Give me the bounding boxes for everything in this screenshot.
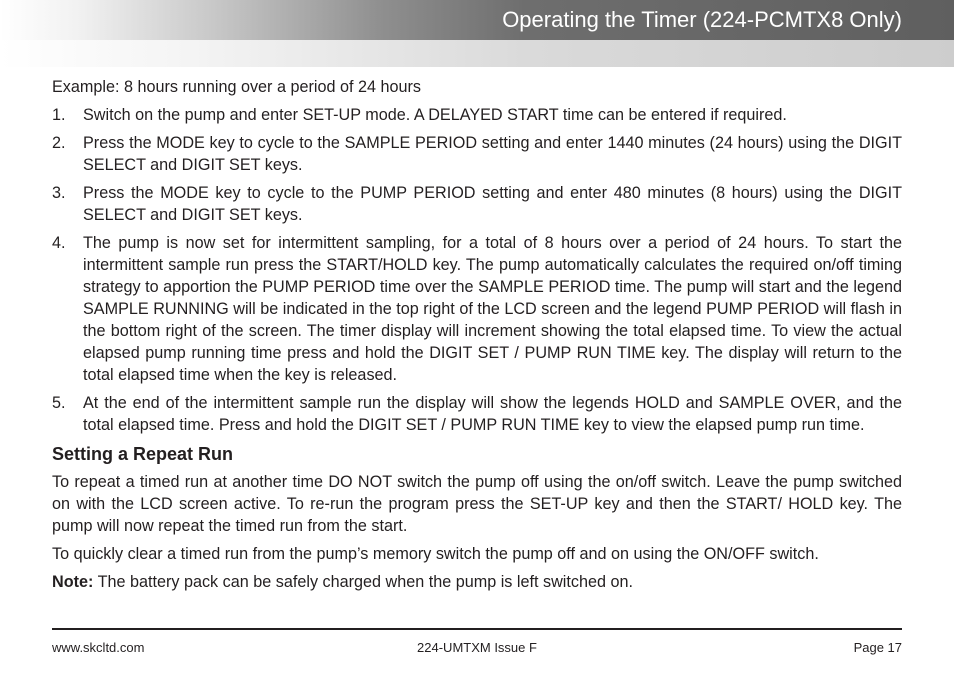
list-item xyxy=(52,104,902,126)
footer-document-id: 224-UMTXM Issue F xyxy=(417,640,537,655)
step-number: 3. xyxy=(52,184,66,202)
paragraph-repeat-run: To repeat a timed run at another time DO NOT switch the pump off using the on/off switch. Leave the pump switched on with the LCD screen active. To re-run the program press the SET-UP key and then the START/ HOLD key. The pump will now repeat the timed run from the start. xyxy=(52,473,902,535)
steps-list xyxy=(52,104,902,436)
step-text: Press the MODE key to cycle to the PUMP PERIOD setting and enter 480 minutes (8 hours) using the DIGIT SELECT and DIGIT SET keys. xyxy=(83,184,902,224)
header-underbar xyxy=(0,40,954,67)
footer-page-number: Page 17 xyxy=(853,640,902,655)
list-item xyxy=(52,392,902,436)
list-item xyxy=(52,232,902,386)
note-text: The battery pack can be safely charged when the pump is left switched on. xyxy=(93,573,633,591)
paragraph-clear-run: To quickly clear a timed run from the pump’s memory switch the pump off and on using the ON/OFF switch. xyxy=(52,545,819,563)
page-content xyxy=(52,76,902,599)
step-number: 5. xyxy=(52,394,66,412)
header-bar xyxy=(0,0,954,40)
step-number: 4. xyxy=(52,234,66,252)
list-item xyxy=(52,132,902,176)
footer-website: www.skcltd.com xyxy=(52,640,145,655)
footer-divider xyxy=(52,628,902,630)
step-number: 1. xyxy=(52,106,66,124)
page-title: Operating the Timer (224-PCMTX8 Only) xyxy=(502,7,902,32)
step-text: At the end of the intermittent sample run the display will show the legends HOLD and SAMPLE OVER, and the total elapsed time. Press and hold the DIGIT SET / PUMP RUN TIME key to view the elapsed pump run time. xyxy=(83,394,902,434)
note xyxy=(52,571,902,593)
note-label: Note: xyxy=(52,573,94,591)
list-item xyxy=(52,182,902,226)
step-text: Switch on the pump and enter SET-UP mode. A DELAYED START time can be entered if required. xyxy=(83,106,787,124)
step-number: 2. xyxy=(52,134,66,152)
example-line: Example: 8 hours running over a period of 24 hours xyxy=(52,78,421,96)
section-heading: Setting a Repeat Run xyxy=(52,444,234,464)
step-text: Press the MODE key to cycle to the SAMPLE PERIOD setting and enter 1440 minutes (24 hours) using the DIGIT SELECT and DIGIT SET keys. xyxy=(83,134,902,174)
step-text: The pump is now set for intermittent sampling, for a total of 8 hours over a period of 24 hours. To start the intermittent sample run press the START/HOLD key. The pump automatically calculates the required on/off timing strategy to apportion the PUMP PERIOD time over the SAMPLE PERIOD time. The pump will start and the legend SAMPLE RUNNING will be indicated in the top right of the LCD screen and the legend PUMP PERIOD will flash in the bottom right of the screen. The timer display will increment showing the total elapsed time. To view the actual elapsed pump running time press and hold the DIGIT SET / PUMP RUN TIME key. The display will return to the total elapsed time when the key is released. xyxy=(83,234,902,384)
